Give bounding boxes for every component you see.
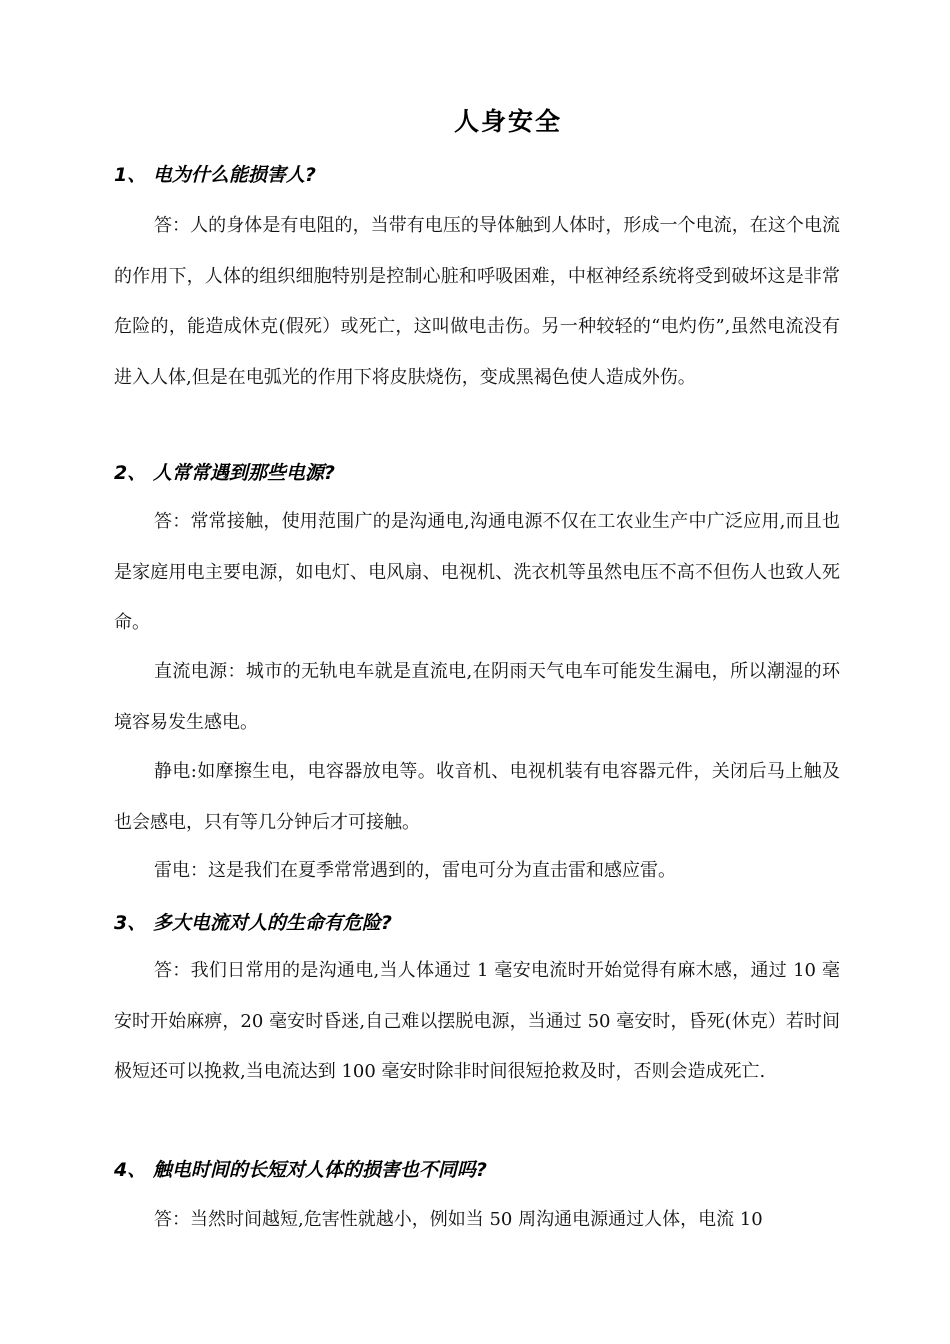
section-heading-4: 4、 触电时间的长短对人体的损害也不同吗? (114, 1159, 487, 1181)
section-2-paragraph-2: 直流电源：城市的无轨电车就是直流电,在阴雨天气电车可能发生漏电，所以潮湿的环境容易发生感电。 (114, 661, 840, 733)
section-3-paragraph-1: 答：我们日常用的是沟通电,当人体通过 1 毫安电流时开始觉得有麻木感，通过 10 毫安时开始麻痹，20 毫安时昏迷,自己难以摆脱电源，当通过 50 毫安时，昏死(休克）若时间极短还可以挽救,当电流达到 100 毫安时除非时间很短抢救及时，否则会造成死亡. (114, 960, 840, 1082)
page-title: 人身安全 (453, 107, 562, 136)
section-4-paragraph-1: 答：当然时间越短,危害性就越小，例如当 50 周沟通电源通过人体，电流 10 (154, 1209, 763, 1230)
section-2-paragraph-4: 雷电：这是我们在夏季常常遇到的，雷电可分为直击雷和感应雷。 (154, 860, 676, 881)
section-heading-2: 2、 人常常遇到那些电源? (114, 462, 335, 484)
section-heading-3: 3、 多大电流对人的生命有危险? (114, 912, 392, 934)
section-2-paragraph-3: 静电:如摩擦生电，电容器放电等。收音机、电视机装有电容器元件，关闭后马上触及也会感电，只有等几分钟后才可接触。 (114, 761, 840, 833)
section-1-paragraph-1: 答：人的身体是有电阻的，当带有电压的导体触到人体时，形成一个电流，在这个电流的作用下，人体的组织细胞特别是控制心脏和呼吸困难，中枢神经系统将受到破坏这是非常危险的，能造成休克(假死）或死亡，这叫做电击伤。另一种较轻的“电灼伤”,虽然电流没有进入人体,但是在电弧光的作用下将皮肤烧伤，变成黑褐色使人造成外伤。 (114, 215, 840, 388)
section-heading-1: 1、 电为什么能损害人? (114, 164, 316, 186)
section-2-paragraph-1: 答：常常接触，使用范围广的是沟通电,沟通电源不仅在工农业生产中广泛应用,而且也是家庭用电主要电源，如电灯、电风扇、电视机、洗衣机等虽然电压不高不但伤人也致人死命。 (114, 511, 840, 633)
